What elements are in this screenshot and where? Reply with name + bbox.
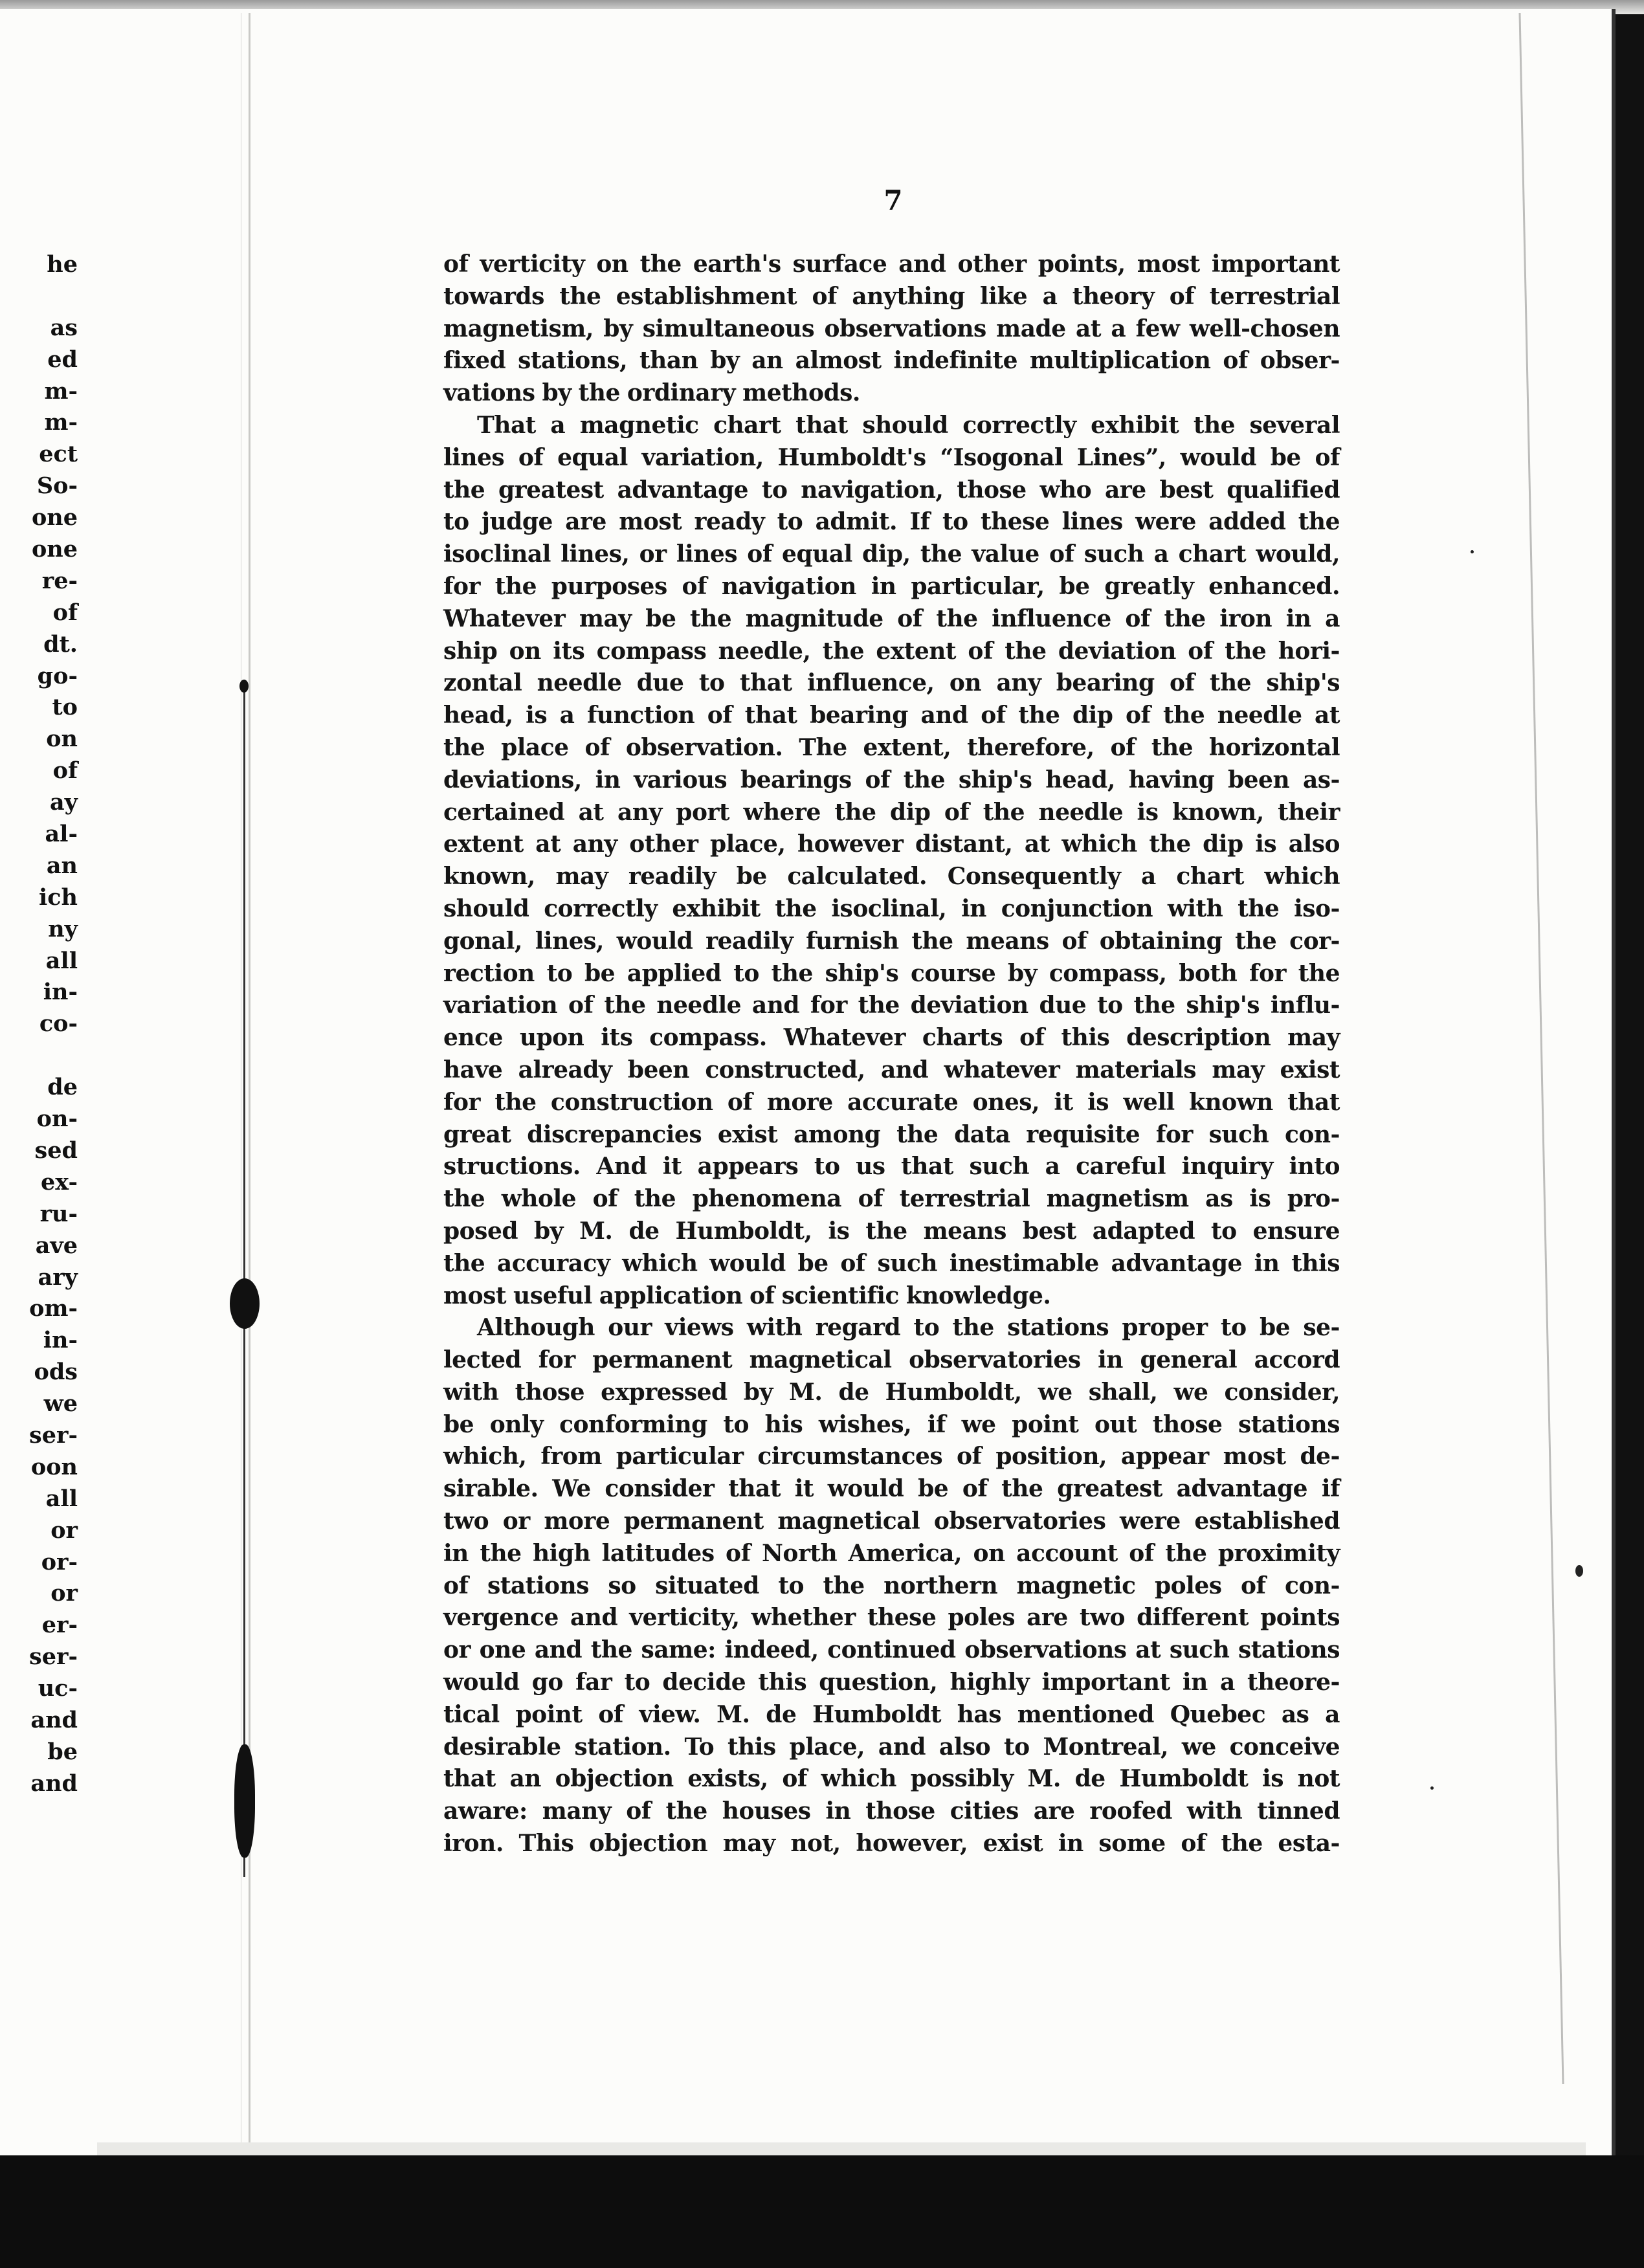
text-line: tical point of view. M. de Humboldt has mentioned Quebec as a [443,1700,1340,1728]
text-line: of stations so situated to the northern magnetic poles of con- [443,1572,1340,1599]
text-line: certained at any port where the dip of the needle is known, their [443,798,1340,826]
left-page-fragment: m- [44,377,78,405]
left-page-fragment: re- [41,567,78,594]
left-page-fragment: er- [41,1612,78,1639]
left-page-fragments [0,249,78,1800]
left-page-fragment: dt. [43,630,78,658]
text-line: rection to be applied to the ship's course by compass, both for the [443,959,1340,987]
text-line: for the construction of more accurate ones, it is well known that [443,1088,1340,1116]
text-line: the whole of the phenomena of terrestrial magnetism as is pro- [443,1185,1340,1213]
binding-knot-lower [234,1744,255,1858]
left-page-fragment: all [45,1485,78,1512]
text-line: for the purposes of navigation in particular, be greatly enhanced. [443,572,1340,600]
binding-knot-top [239,680,249,693]
text-line: extent at any other place, however distant, at which the dip is also [443,830,1340,858]
left-page-fragment: So- [36,472,78,500]
text-line: aware: many of the houses in those cities are roofed with tinned [443,1797,1340,1825]
text-line: posed by M. de Humboldt, is the means best adapted to ensure [443,1217,1340,1245]
text-line: that an objection exists, of which possibly M. de Humboldt is not [443,1765,1340,1793]
text-line: zontal needle due to that influence, on any bearing of the ship's [443,669,1340,697]
text-line: or one and the same: indeed, continued observations at such stations [443,1636,1340,1664]
left-page-fragment: and [30,1770,78,1797]
page-number: 7 [883,184,903,216]
left-page-fragment: ary [38,1263,78,1291]
left-page-fragment: we [43,1390,78,1418]
left-page-fragment: oon [30,1453,78,1480]
text-line: lines of equal variation, Humboldt's “Isogonal Lines”, would be of [443,443,1340,471]
left-page-fragment: be [47,1738,78,1765]
left-page-fragment: or- [41,1548,78,1575]
text-line: magnetism, by simultaneous observations made at a few well-chosen [443,315,1340,342]
text-line: of verticity on the earth's surface and other points, most important [443,250,1340,278]
text-line: towards the establishment of anything like a theory of terrestrial [443,282,1340,310]
text-line: desirable station. To this place, and also to Montreal, we conceive [443,1733,1340,1761]
left-page-fragment: as [50,314,78,341]
text-line: great discrepancies exist among the data requisite for such con- [443,1120,1340,1148]
left-page-fragment: ru- [39,1200,78,1227]
text-line: gonal, lines, would readily furnish the means of obtaining the cor- [443,927,1340,955]
left-page-fragment: ex- [40,1168,78,1195]
left-page-fragment: ed [47,346,78,373]
left-page-fragment: or [50,1580,78,1607]
text-line: variation of the needle and for the deviation due to the ship's influ- [443,992,1340,1019]
text-line: lected for permanent magnetical observatories in general accord [443,1346,1340,1374]
text-line: most useful application of scientific knowledge. [443,1282,1051,1309]
left-page-fragment: m- [44,409,78,436]
left-page-fragment: on- [36,1106,78,1133]
left-page-fragment: one [31,504,78,531]
text-line: head, is a function of that bearing and of the dip of the needle at [443,702,1340,729]
text-line: fixed stations, than by an almost indefinite multiplication of obser- [443,347,1340,375]
left-page-fragment: in- [43,1327,78,1354]
left-page-fragment: go- [37,662,78,689]
ink-speck [1575,1565,1583,1577]
text-line: the place of observation. The extent, therefore, of the horizontal [443,733,1340,761]
left-page-fragment: ect [39,441,78,468]
text-line: isoclinal lines, or lines of equal dip, the value of such a chart would, [443,540,1340,568]
left-page-fragment: all [45,947,78,974]
text-line: the accuracy which would be of such inestimable advantage in this [443,1249,1340,1277]
ink-speck [1471,550,1474,553]
left-page-fragment: one [31,536,78,563]
left-page-fragment: to [52,694,78,721]
text-line: Whatever may be the magnitude of the influence of the iron in a [443,605,1340,632]
left-page-fragment: sed [34,1137,78,1164]
bottom-scan-background [0,2155,1644,2268]
text-line: vations by the ordinary methods. [443,379,860,407]
left-page-fragment: ods [34,1359,78,1386]
left-page-fragment: ser- [29,1643,78,1671]
left-page-fragment: al- [45,821,78,848]
left-page-fragment: de [47,1074,78,1101]
text-line: sirable. We consider that it would be of the greatest advantage if [443,1475,1340,1503]
text-line: ship on its compass needle, the extent of the deviation of the hori- [443,637,1340,665]
left-page-fragment: on [46,726,78,753]
text-line: should correctly exhibit the isoclinal, in conjunction with the iso- [443,895,1340,922]
text-line: the greatest advantage to navigation, those who are best qualified [443,476,1340,504]
left-page-fragment: uc- [38,1675,78,1702]
left-page-fragment: and [30,1706,78,1733]
text-line: which, from particular circumstances of position, appear most de- [443,1443,1340,1471]
left-page-fragment: om- [29,1295,78,1322]
left-page-fragment: ny [48,915,78,942]
text-line: iron. This objection may not, however, exist in some of the esta- [443,1830,1340,1858]
left-page-fragment: an [46,852,78,879]
text-line: to judge are most ready to admit. If to these lines were added the [443,508,1340,536]
text-line: in the high latitudes of North America, on account of the proximity [443,1539,1340,1567]
text-line: have already been constructed, and whatever materials may exist [443,1056,1340,1084]
text-line: That a magnetic chart that should correctly exhibit the several [477,411,1340,439]
left-page-fragment [0,281,78,313]
left-page-fragment: ave [35,1232,78,1259]
left-page-fragment: in- [43,979,78,1006]
text-line: with those expressed by M. de Humboldt, we shall, we consider, [443,1378,1340,1406]
text-line: two or more permanent magnetical observatories were established [443,1507,1340,1535]
left-page-fragment: of [52,599,78,626]
left-page-fragment: he [47,251,78,278]
text-line: Although our views with regard to the stations proper to be se- [477,1314,1340,1342]
binding-knot-upper [230,1278,260,1329]
left-page-fragment: of [52,757,78,784]
left-page-fragment: co- [39,1010,78,1038]
left-page-fragment [0,1040,78,1072]
text-line: deviations, in various bearings of the ship's head, having been as- [443,766,1340,794]
body-text-block [443,249,1340,1860]
left-page-fragment: ich [38,884,78,911]
text-line: known, may readily be calculated. Consequently a chart which [443,863,1340,891]
text-line: be only conforming to his wishes, if we point out those stations [443,1410,1340,1438]
text-line: vergence and verticity, whether these poles are two different points [443,1604,1340,1632]
ink-speck [1430,1786,1434,1790]
left-page-fragment: ay [49,789,78,816]
text-line: would go far to decide this question, highly important in a theore- [443,1669,1340,1696]
left-page-fragment: ser- [29,1421,78,1449]
text-line: structions. And it appears to us that such a careful inquiry into [443,1153,1340,1181]
text-line: ence upon its compass. Whatever charts of this description may [443,1024,1340,1052]
left-page-fragment: or [50,1517,78,1544]
